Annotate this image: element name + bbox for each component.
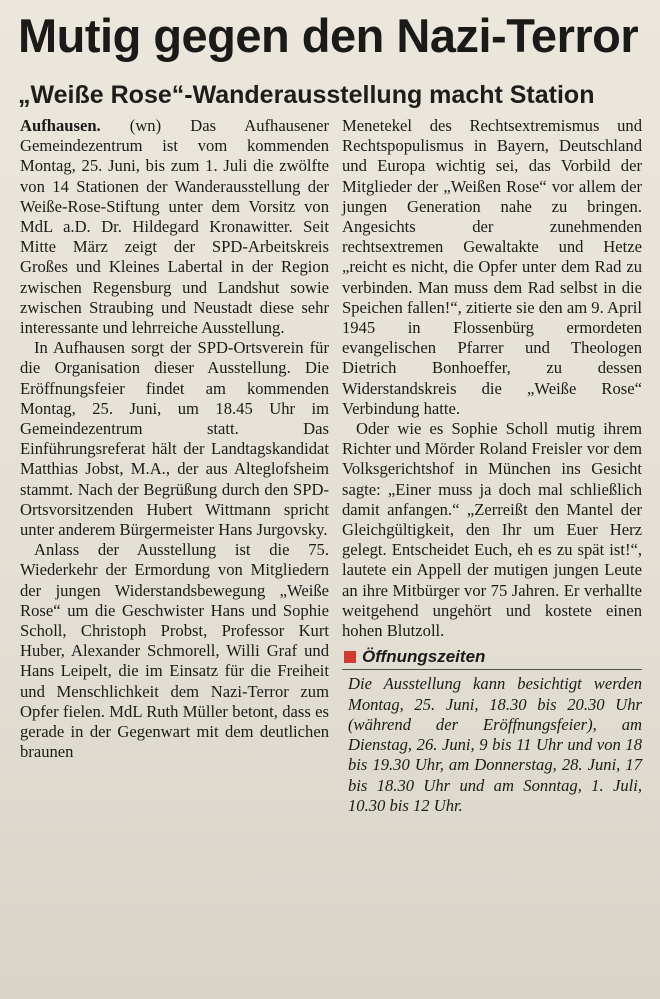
article-column-right <box>342 116 642 816</box>
article-paragraph: Oder wie es Sophie Scholl mutig ihrem Richter und Mörder Roland Freisler vor dem Volksgerichtshof in München ins Gesicht sagte: „Einer muss ja doch mal schließlich damit anfangen.“ „Zerreißt den Mantel der Gleichgültigkeit, den Ihr um Euer Herz gelegt. Entscheidet Euch, eh es zu spät ist!“, lautete ein Appell der mutigen jungen Leute an ihre Mitbürger vor 75 Jahren. Er verhallte weitgehend ungehört und kostete einen hohen Blutzoll. <box>342 419 642 641</box>
opening-hours-header <box>342 647 642 670</box>
paragraph-text: (wn) Das Aufhausener Gemeindezentrum ist vom kommenden Montag, 25. Juni, bis zum 1. Juli die zwölfte von 14 Stationen der Wanderausstellung der Weiße-Rose-Stiftung unter dem Vorsitz von MdL a.D. Dr. Hildegard Kronawitter. Seit Mitte März zeigt der SPD-Arbeitskreis Großes und Kleines Labertal in der Region zwischen Regensburg und Landshut sowie zwischen Straubing und Neustadt diese sehr interessante und lehrreiche Ausstellung. <box>20 116 329 338</box>
article-paragraph: Menetekel des Rechtsextremismus und Rechtspopulismus in Bayern, Deutschland und Europa wichtig sei, das Vorbild der Mitglieder der „Weißen Rose“ vor allem der jungen Generation nahe zu bringen. Angesichts der zunehmenden rechtsextremen Gewaltakte und Hetze „reicht es nicht, die Opfer unter dem Rad zu verbinden. Man muss dem Rad selbst in die Speichen fallen!“, zitierte sie den am 9. April 1945 in Flossenbürg ermordeten evangelischen Pfarrer und Theologen Dietrich Bonhoeffer, zu dessen Widerstandskreis die „Weiße Rose“ Verbindung hatte. <box>342 116 642 418</box>
red-square-icon <box>344 651 356 663</box>
article-column-left <box>20 116 329 763</box>
article-paragraph: Anlass der Ausstellung ist die 75. Wiederkehr der Ermordung von Mitgliedern der jungen Widerstandsbewegung „Weiße Rose“ um die Geschwister Hans und Sophie Scholl, Christoph Probst, Professor Kurt Huber, Alexander Schmorell, Willi Graf und Hans Leipelt, die im Einsatz für die Freiheit und Menschlichkeit dem Nazi-Terror zum Opfer fielen. MdL Ruth Müller betont, dass es gerade in der Gegenwart mit dem deutlichen braunen <box>20 540 329 762</box>
opening-hours-box <box>342 647 642 816</box>
headline: Mutig gegen den Nazi-Terror <box>18 9 639 62</box>
opening-hours-title: Öffnungszeiten <box>362 647 486 667</box>
subheadline: „Weiße Rose“-Wanderausstellung macht Station <box>18 81 595 109</box>
dateline: Aufhausen. <box>20 116 101 135</box>
opening-hours-text: Die Ausstellung kann besichtigt werden Montag, 25. Juni, 18.30 bis 20.30 Uhr (während der Eröffnungsfeier), am Dienstag, 26. Juni, 9 bis 11 Uhr und von 18 bis 19.30 Uhr, am Donnerstag, 28. Juni, 17 bis 18.30 Uhr und am Sonntag, 1. Juli, 10.30 bis 12 Uhr. <box>348 674 642 815</box>
article-paragraph: In Aufhausen sorgt der SPD-Ortsverein für die Organisation dieser Ausstellung. Die Eröffnungsfeier findet am kommenden Montag, 25. Juni, um 18.45 Uhr im Gemeindezentrum statt. Das Einführungsreferat hält der Landtagskandidat Matthias Jobst, M.A., der aus Alteglofsheim stammt. Nach der Begrüßung durch den SPD-Ortsvorsitzenden Hubert Wittmann spricht unter anderem Bürgermeister Hans Jurgovsky. <box>20 338 329 540</box>
article-paragraph <box>20 116 329 338</box>
